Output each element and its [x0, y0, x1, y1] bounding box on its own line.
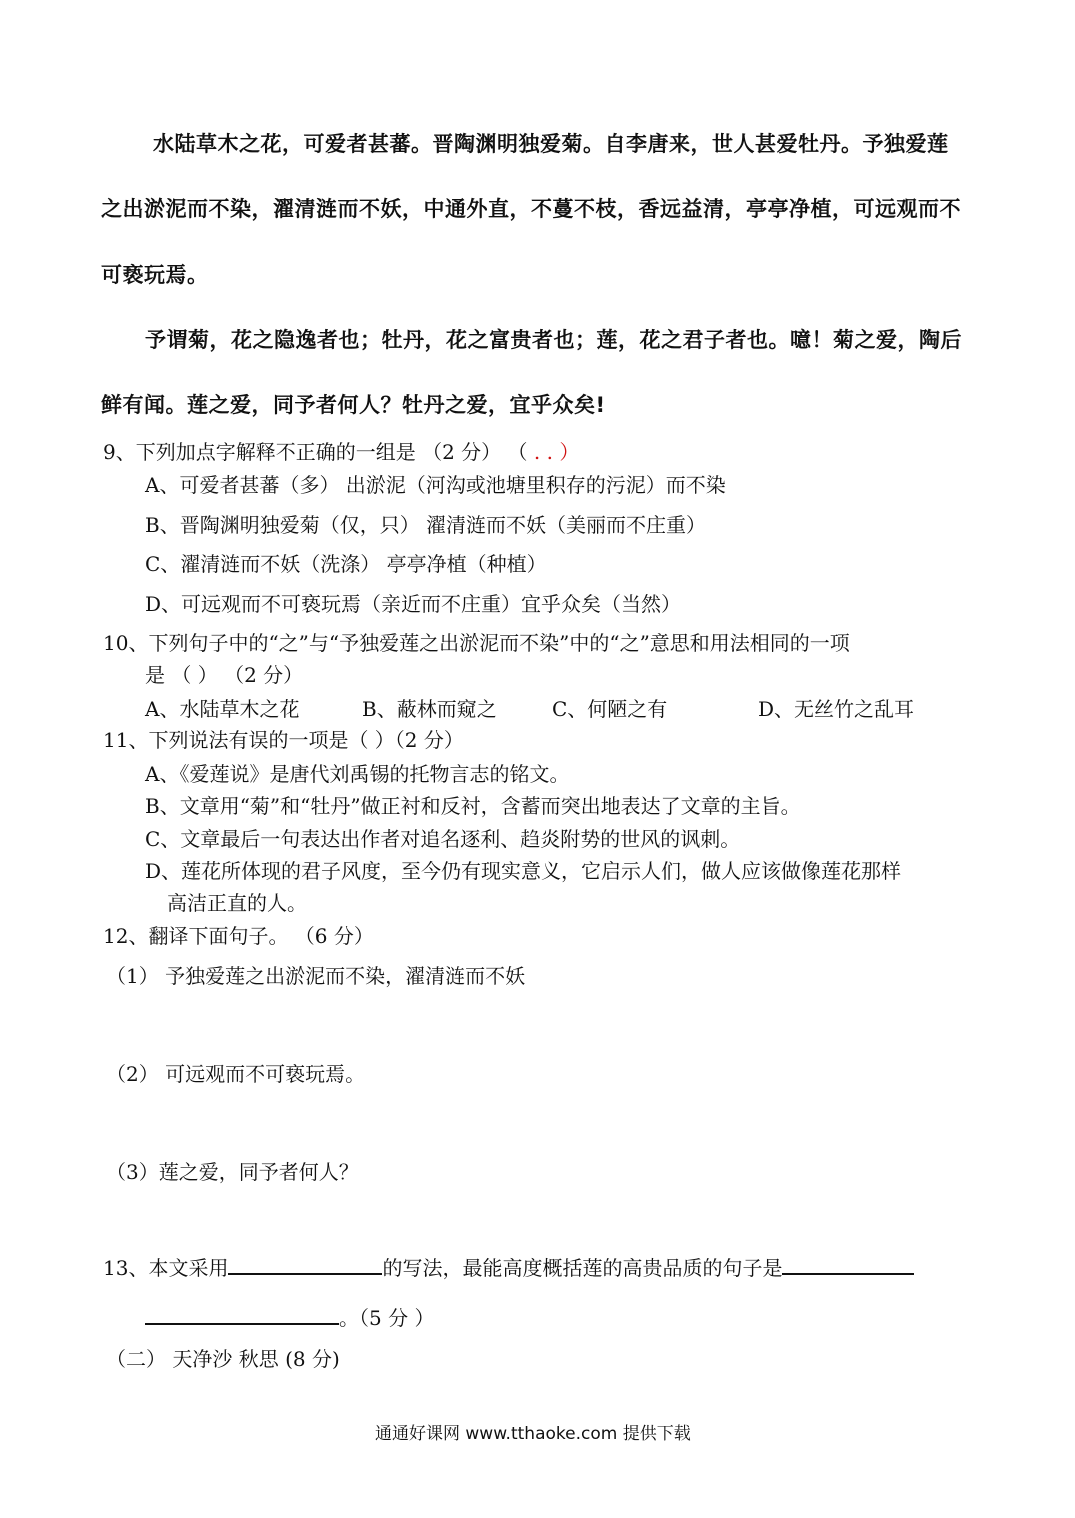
q10-option-d: D、无丝竹之乱耳 — [758, 697, 915, 721]
q13-text-1: 13、本文采用 — [103, 1256, 229, 1280]
q11-option-d-line-2: 高洁正直的人。 — [167, 891, 307, 915]
q9-option-a: A、可爱者甚蕃（多） 出淤泥（河沟或池塘里积存的污泥）而不染 — [145, 473, 726, 497]
q12-sentence-1: （1） 予独爱莲之出淤泥而不染，濯清涟而不妖 — [106, 964, 526, 988]
q13-line-2 — [145, 1302, 434, 1331]
q12-sentence-3: （3）莲之爱，同予者何人？ — [106, 1160, 359, 1184]
q9-option-c: C、濯清涟而不妖（洗涤） 亭亭净植（种植） — [145, 552, 547, 576]
q9-option-d: D、可远观而不可亵玩焉（亲近而不庄重）宜乎众矣（当然） — [145, 592, 682, 616]
q13-text-3: 。（5 分 ） — [339, 1306, 435, 1330]
passage-line-3: 可亵玩焉。 — [101, 263, 209, 287]
q11-option-b: B、文章用“菊”和“牡丹”做正衬和反衬，含蓄而突出地表达了文章的主旨。 — [145, 794, 801, 818]
q13-blank-2[interactable] — [782, 1253, 914, 1275]
q11-stem: 11、下列说法有误的一项是（ ）（2 分） — [103, 728, 464, 752]
q9-stem-text: 9、下列加点字解释不正确的一组是 （2 分） （ — [103, 440, 528, 464]
q10-stem-line-1: 10、下列句子中的“之”与“予独爱莲之出淤泥而不染”中的“之”意思和用法相同的一项 — [103, 631, 850, 655]
q13-blank-1[interactable] — [228, 1253, 382, 1275]
q10-option-c: C、何陋之有 — [552, 697, 668, 721]
q13-text-2: 的写法，最能高度概括莲的高贵品质的句子是 — [382, 1256, 783, 1280]
q11-option-c: C、文章最后一句表达出作者对追名逐利、趋炎附势的世风的讽刺。 — [145, 827, 741, 851]
q12-stem: 12、翻译下面句子。 （6 分） — [103, 924, 374, 948]
passage-line-1: 水陆草木之花，可爱者甚蕃。晋陶渊明独爱菊。自李唐来，世人甚爱牡丹。予独爱莲 — [153, 132, 949, 156]
passage-line-2: 之出淤泥而不染，濯清涟而不妖，中通外直，不蔓不枝，香远益清，亭亭净植，可远观而不 — [101, 197, 961, 221]
q11-option-a: A、《爱莲说》是唐代刘禹锡的托物言志的铭文。 — [145, 762, 570, 786]
q10-option-a: A、水陆草木之花 — [145, 697, 300, 721]
q9-answer-mark: . . ） — [527, 440, 580, 464]
q12-sentence-2: （2） 可远观而不可亵玩焉。 — [106, 1062, 366, 1086]
q9-option-b: B、晋陶渊明独爱菊（仅，只） 濯清涟而不妖（美丽而不庄重） — [145, 513, 707, 537]
section-2-heading: （二） 天净沙 秋思 (8 分) — [106, 1347, 340, 1371]
passage-line-4: 予谓菊，花之隐逸者也；牡丹，花之富贵者也；莲，花之君子者也。噫！菊之爱，陶后 — [145, 328, 962, 352]
q13-blank-3[interactable] — [145, 1303, 339, 1325]
footer-source: 通通好课网 www.tthaoke.com 提供下载 — [375, 1424, 691, 1444]
q11-option-d-line-1: D、莲花所体现的君子风度，至今仍有现实意义，它启示人们，做人应该做像莲花那样 — [145, 859, 902, 883]
passage-line-5: 鲜有闻。莲之爱，同予者何人？牡丹之爱，宜乎众矣! — [101, 393, 606, 417]
q10-stem-line-2: 是 （ ） （2 分） — [145, 663, 304, 687]
q13-line-1 — [103, 1252, 914, 1281]
q9-stem — [103, 436, 579, 465]
q10-option-b: B、蔽林而窥之 — [362, 697, 497, 721]
